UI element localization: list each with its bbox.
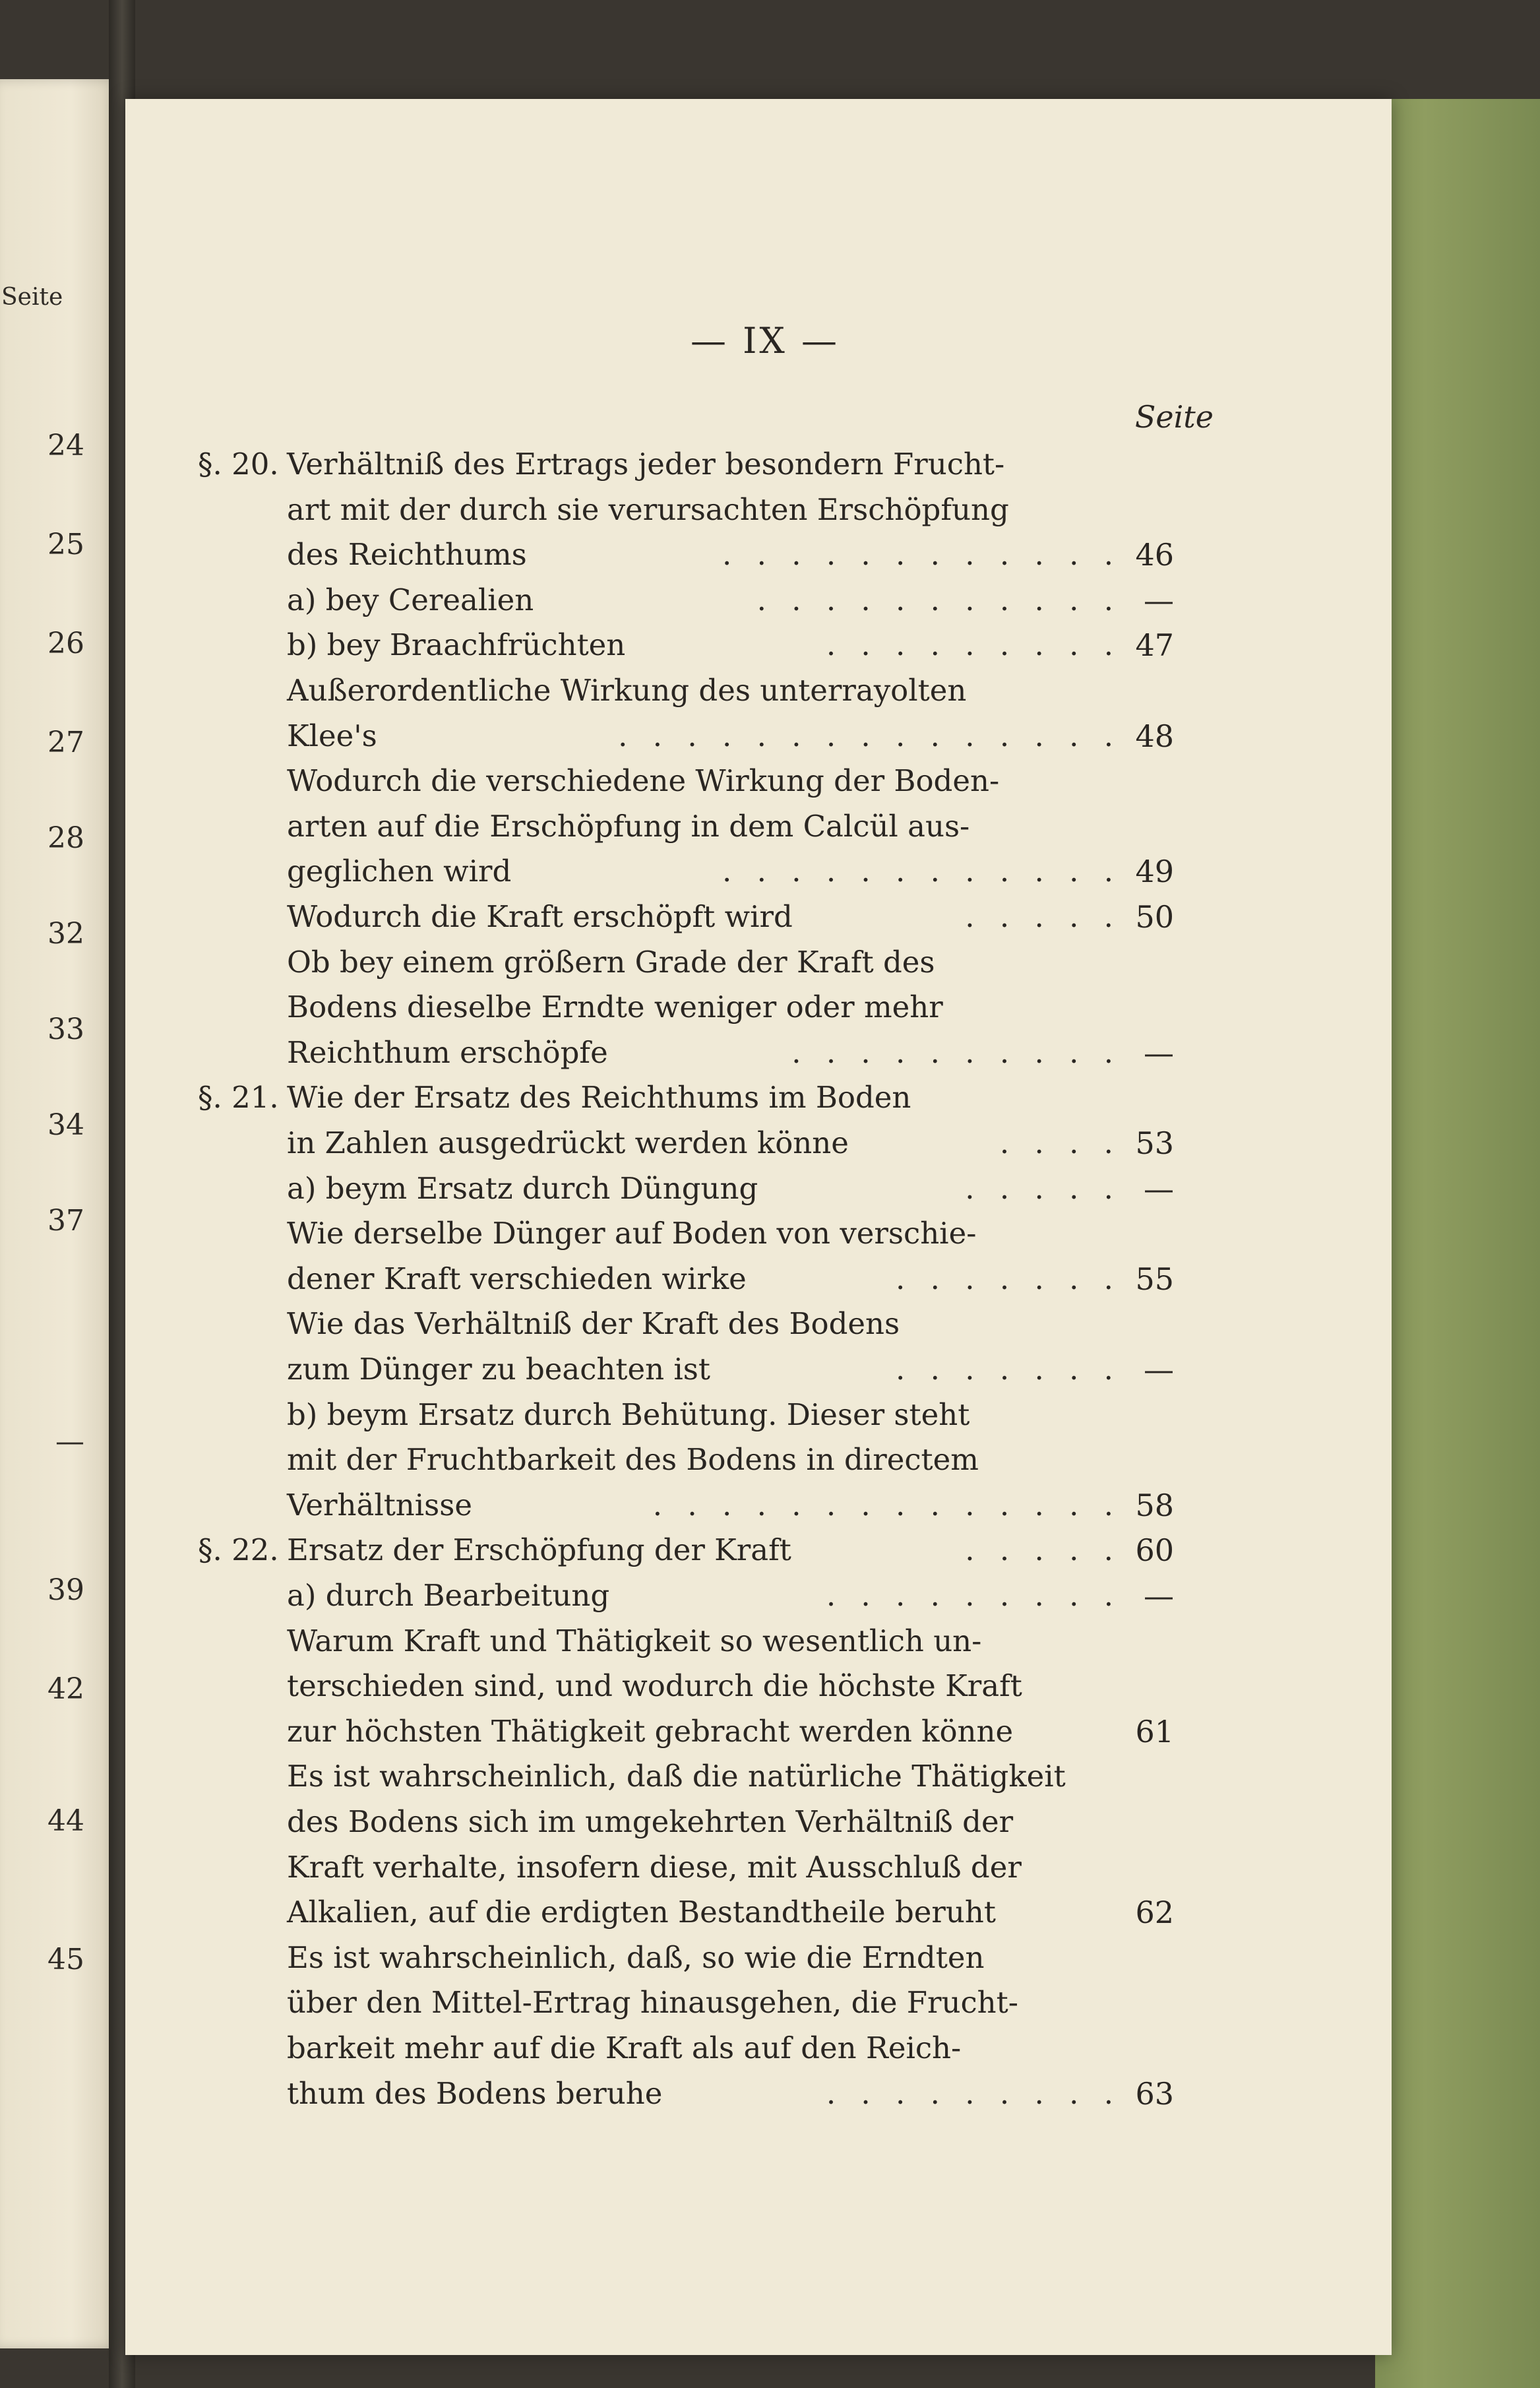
left-page-number: 28 [47, 821, 84, 855]
dot-leader: . . . . . [965, 899, 1121, 934]
toc-text: thum des Bodens beruhe [287, 2075, 663, 2111]
toc-text: Reichthum erschöpfe [287, 1034, 608, 1070]
toc-entry [125, 1437, 1392, 1482]
toc-text: Es ist wahrscheinlich, daß, so wie die Erndten [287, 1939, 985, 1975]
toc-text: Wodurch die verschiedene Wirkung der Boden- [287, 763, 1000, 799]
book-page [125, 99, 1392, 2355]
toc-entry [125, 2026, 1392, 2071]
toc-entry [125, 1573, 1392, 1618]
dot-leader: . . . . . . . . . [826, 1578, 1121, 1613]
toc-text: b) beym Ersatz durch Behütung. Dieser steht [287, 1397, 970, 1432]
dot-leader: . . . . . . . . . . . . [722, 854, 1121, 889]
seite-column-label: Seite [1134, 399, 1214, 435]
toc-text: a) beym Ersatz durch Düngung [287, 1170, 758, 1206]
toc-entry [125, 985, 1392, 1030]
toc-entry [125, 1980, 1392, 2025]
left-page-number: 25 [47, 528, 84, 561]
section-number: §. 20. [198, 447, 279, 482]
toc-entry [125, 1302, 1392, 1346]
toc-entry [125, 895, 1392, 939]
toc-text: des Reichthums [287, 537, 527, 573]
toc-entry [125, 1393, 1392, 1437]
toc-text: in Zahlen ausgedrückt werden könne [287, 1125, 849, 1160]
toc-text: Ob bey einem größern Grade der Kraft des [287, 944, 935, 980]
toc-text: a) durch Bearbeitung [287, 1578, 610, 1613]
page-reference: — [1144, 582, 1174, 618]
toc-entry [125, 714, 1392, 759]
dot-leader: . . . . [999, 1125, 1121, 1160]
dot-leader: . . . . . . . . . . . . . . [652, 1487, 1121, 1523]
left-page-number: 27 [47, 726, 84, 759]
page-reference: 63 [1135, 2075, 1174, 2112]
dot-leader: . . . . . . . . . . [791, 1034, 1121, 1070]
dot-leader: . . . . . . . [896, 1261, 1121, 1296]
toc-entry [125, 1800, 1392, 1844]
page-reference: 55 [1135, 1261, 1174, 1297]
toc-entry [125, 1483, 1392, 1528]
toc-entry [125, 804, 1392, 849]
toc-entry [125, 623, 1392, 668]
left-page-number: 34 [47, 1108, 84, 1142]
toc-text: dener Kraft verschieden wirke [287, 1261, 747, 1296]
toc-text: Wie das Verhältniß der Kraft des Bodens [287, 1306, 900, 1342]
toc-text: arten auf die Erschöpfung in dem Calcül aus- [287, 808, 970, 844]
toc-text: barkeit mehr auf die Kraft als auf den Reich- [287, 2030, 962, 2065]
toc-entry [125, 1257, 1392, 1302]
toc-entry [125, 1619, 1392, 1664]
page-reference: 58 [1135, 1487, 1174, 1523]
dot-leader: . . . . . . . . . . . . [722, 537, 1121, 573]
toc-entry [125, 940, 1392, 985]
page-number-header: — IX — [690, 320, 840, 361]
section-number: §. 21. [198, 1080, 279, 1115]
left-page-number: 44 [47, 1804, 84, 1838]
left-page-number: 39 [47, 1573, 84, 1607]
toc-text: Es ist wahrscheinlich, daß die natürliche Thätigkeit [287, 1759, 1066, 1794]
toc-entry [125, 1121, 1392, 1166]
toc-entry [125, 487, 1392, 532]
toc-text: Alkalien, auf die erdigten Bestandtheile beruht [287, 1895, 996, 1930]
book-cover-edge [1375, 99, 1540, 2388]
toc-text: art mit der durch sie verursachten Erschöpfung [287, 491, 1009, 527]
toc-text: mit der Fruchtbarkeit des Bodens in directem [287, 1442, 979, 1478]
page-reference: 47 [1135, 627, 1174, 664]
page-reference: 50 [1135, 899, 1174, 935]
page-reference: 49 [1135, 854, 1174, 890]
page-reference: — [1144, 1034, 1174, 1071]
left-page-number: 32 [47, 917, 84, 951]
dot-leader: . . . . . . . . . . . . . . . [618, 718, 1121, 753]
toc-text: Wie derselbe Dünger auf Boden von verschie- [287, 1216, 977, 1251]
toc-entry [125, 1664, 1392, 1709]
section-number: §. 22. [198, 1532, 279, 1568]
page-reference: 53 [1135, 1125, 1174, 1161]
left-page-number: 37 [47, 1204, 84, 1238]
left-page-number: 42 [47, 1672, 84, 1706]
toc-entry [125, 1935, 1392, 1980]
toc-entry [125, 1030, 1392, 1075]
page-reference: — [1144, 1352, 1174, 1387]
toc-text: zur höchsten Thätigkeit gebracht werden könne [287, 1713, 1014, 1749]
dot-leader: . . . . . . . [896, 1352, 1121, 1387]
toc-text: Wodurch die Kraft erschöpft wird [287, 899, 793, 934]
toc-entry [125, 2071, 1392, 2116]
toc-text: Außerordentliche Wirkung des unterrayolten [287, 673, 967, 708]
dot-leader: . . . . . . . . . . . [756, 582, 1121, 617]
toc-entry [125, 849, 1392, 894]
toc-text: Ersatz der Erschöpfung der Kraft [287, 1532, 791, 1568]
toc-text: zum Dünger zu beachten ist [287, 1352, 710, 1387]
toc-entry [125, 1166, 1392, 1211]
toc-entry [125, 1754, 1392, 1799]
toc-entry [125, 1075, 1392, 1120]
left-page-title: Seite [1, 284, 63, 311]
dot-leader: . . . . . . . . . [826, 2075, 1121, 2111]
toc-entry [125, 668, 1392, 713]
toc-entry [125, 1211, 1392, 1256]
left-page-number: 33 [47, 1013, 84, 1046]
page-reference: 61 [1135, 1713, 1174, 1749]
left-page-number: 24 [47, 429, 84, 462]
toc-entry [125, 1709, 1392, 1754]
toc-entry [125, 759, 1392, 803]
toc-entry [125, 1528, 1392, 1573]
toc-text: Bodens dieselbe Erndte weniger oder mehr [287, 990, 943, 1025]
toc-entry [125, 1890, 1392, 1935]
toc-text: Verhältniß des Ertrags jeder besondern Frucht- [287, 447, 1005, 482]
page-reference: — [1144, 1170, 1174, 1207]
toc-text: a) bey Cerealien [287, 582, 534, 617]
toc-text: Wie der Ersatz des Reichthums im Boden [287, 1080, 911, 1115]
toc-text: des Bodens sich im umgekehrten Verhältniß der [287, 1804, 1014, 1839]
left-page-number: 26 [47, 627, 84, 660]
page-reference: 60 [1135, 1532, 1174, 1569]
dot-leader: . . . . . [965, 1170, 1121, 1206]
toc-text: über den Mittel-Ertrag hinausgehen, die Frucht- [287, 1985, 1018, 2021]
page-reference: 46 [1135, 537, 1174, 573]
page-reference: 62 [1135, 1895, 1174, 1931]
page-reference: 48 [1135, 718, 1174, 754]
toc-text: Kraft verhalte, insofern diese, mit Ausschluß der [287, 1849, 1022, 1885]
toc-text: Verhältnisse [287, 1487, 472, 1523]
dot-leader: . . . . . [965, 1532, 1121, 1568]
toc-text: Klee's [287, 718, 377, 753]
page-reference: — [1144, 1578, 1174, 1614]
toc-entry [125, 578, 1392, 623]
toc-text: b) bey Braachfrüchten [287, 627, 626, 663]
left-page-number: 45 [47, 1943, 84, 1976]
toc-text: Warum Kraft und Thätigkeit so wesentlich un- [287, 1623, 982, 1658]
dot-leader: . . . . . . . . . [826, 627, 1121, 663]
toc-entry [125, 1845, 1392, 1890]
toc-text: geglichen wird [287, 854, 512, 889]
toc-text: terschieden sind, und wodurch die höchste Kraft [287, 1668, 1022, 1704]
toc-entry [125, 442, 1392, 487]
toc-entry [125, 1347, 1392, 1392]
toc-entry [125, 532, 1392, 577]
left-page-number: — [55, 1425, 84, 1459]
